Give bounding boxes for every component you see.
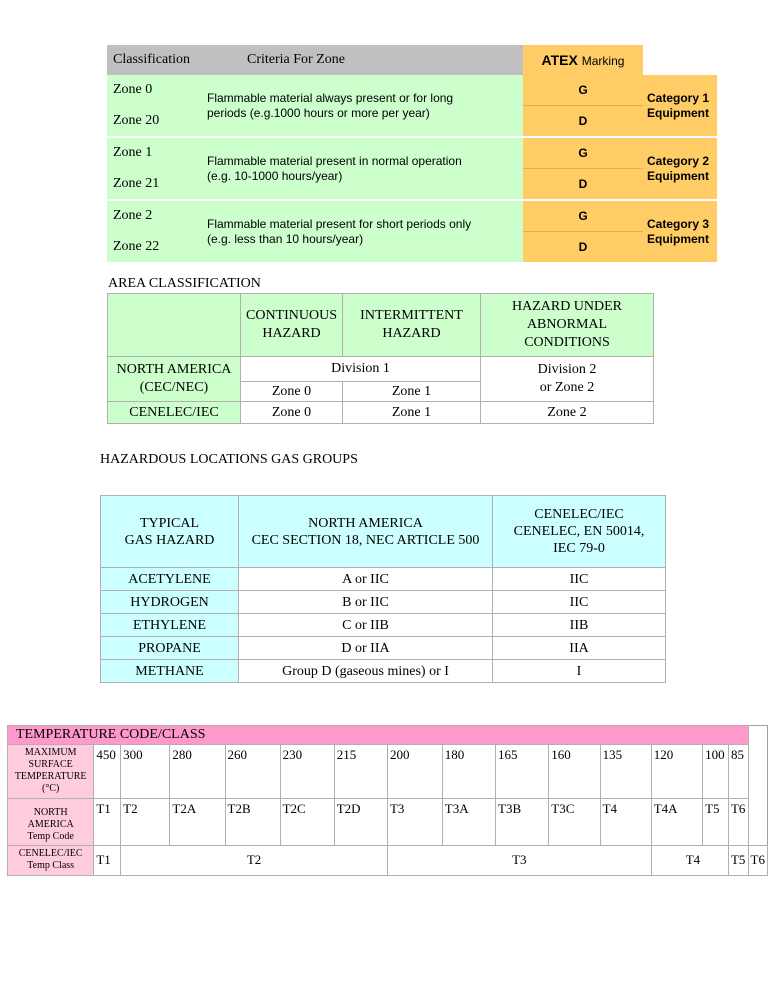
header-north-america: NORTH AMERICA CEC SECTION 18, NEC ARTICLE 500 <box>239 496 493 568</box>
division-2: Division 2 or Zone 2 <box>481 357 654 402</box>
na-zone-0: Zone 0 <box>241 382 343 402</box>
gas-na: D or IIA <box>239 637 493 660</box>
temp-value: 135 <box>600 745 651 799</box>
temp-code: T4 <box>600 799 651 846</box>
temp-value: 180 <box>442 745 495 799</box>
temp-value: 230 <box>280 745 334 799</box>
marking-d: D <box>523 169 643 201</box>
header-atex-marking: ATEX Marking <box>523 45 643 75</box>
row-north-america: NORTH AMERICA (CEC/NEC) <box>108 357 241 402</box>
gas-name: PROPANE <box>101 637 239 660</box>
zone-cell: Zone 22 <box>107 232 207 263</box>
temp-value: 85 <box>728 745 748 799</box>
marking-d: D <box>523 232 643 263</box>
gas-cen: I <box>493 660 666 683</box>
temperature-title: TEMPERATURE CODE/CLASS <box>8 726 749 745</box>
temp-class: T6 <box>748 846 767 876</box>
temp-code: T3C <box>549 799 600 846</box>
temp-value: 260 <box>225 745 280 799</box>
temp-code: T4A <box>651 799 702 846</box>
zone-cell: Zone 1 <box>107 137 207 169</box>
gas-cen: IIA <box>493 637 666 660</box>
temp-value: 280 <box>170 745 225 799</box>
header-typical-gas: TYPICAL GAS HAZARD <box>101 496 239 568</box>
category-cell: Category 2 Equipment <box>643 137 717 200</box>
gas-groups-table <box>100 495 666 683</box>
gas-na: Group D (gaseous mines) or I <box>239 660 493 683</box>
row-cenelec: CENELEC/IEC <box>108 402 241 424</box>
temp-code: T1 <box>94 799 121 846</box>
temp-value: 215 <box>334 745 387 799</box>
marking-d: D <box>523 106 643 138</box>
max-surface-temp-label: MAXIMUM SURFACE TEMPERATURE (°C) <box>8 745 94 799</box>
temp-code: T3B <box>496 799 549 846</box>
division-1: Division 1 <box>241 357 481 382</box>
temp-code: T6 <box>728 799 748 846</box>
temp-value: 450 <box>94 745 121 799</box>
criteria-cell: Flammable material always present or for long periods (e.g.1000 hours or more per year) <box>207 75 523 137</box>
zone-cell: Zone 0 <box>107 75 207 106</box>
cen-zone-0: Zone 0 <box>241 402 343 424</box>
marking-g: G <box>523 137 643 169</box>
temp-code: T2B <box>225 799 280 846</box>
gas-name: ACETYLENE <box>101 568 239 591</box>
cen-zone-2: Zone 2 <box>481 402 654 424</box>
north-america-temp-code-label: NORTH AMERICA Temp Code <box>8 799 94 846</box>
zone-cell: Zone 20 <box>107 106 207 138</box>
gas-cen: IIB <box>493 614 666 637</box>
header-intermittent: INTERMITTENT HAZARD <box>343 294 481 357</box>
temp-class: T5 <box>728 846 748 876</box>
temp-value: 100 <box>703 745 729 799</box>
temp-code: T2A <box>170 799 225 846</box>
temp-code: T3 <box>387 799 442 846</box>
gas-cen: IIC <box>493 568 666 591</box>
temp-class: T4 <box>651 846 728 876</box>
header-cenelec: CENELEC/IEC CENELEC, EN 50014, IEC 79-0 <box>493 496 666 568</box>
gas-na: A or IIC <box>239 568 493 591</box>
area-classification-caption: AREA CLASSIFICATION <box>108 276 261 291</box>
zone-cell: Zone 2 <box>107 200 207 232</box>
temp-code: T5 <box>703 799 729 846</box>
gas-name: HYDROGEN <box>101 591 239 614</box>
header-criteria: Criteria For Zone <box>207 45 523 75</box>
temp-value: 165 <box>496 745 549 799</box>
gas-na: B or IIC <box>239 591 493 614</box>
temp-class: T1 <box>94 846 121 876</box>
cen-zone-1: Zone 1 <box>343 402 481 424</box>
cenelec-temp-class-label: CENELEC/IEC Temp Class <box>8 846 94 876</box>
temp-code: T2C <box>280 799 334 846</box>
marking-g: G <box>523 200 643 232</box>
gas-name: ETHYLENE <box>101 614 239 637</box>
gas-name: METHANE <box>101 660 239 683</box>
header-continuous: CONTINUOUS HAZARD <box>241 294 343 357</box>
temperature-table <box>7 725 768 876</box>
temp-code: T3A <box>442 799 495 846</box>
zone-cell: Zone 21 <box>107 169 207 201</box>
temp-code: T2 <box>121 799 170 846</box>
header-abnormal: HAZARD UNDER ABNORMAL CONDITIONS <box>481 294 654 357</box>
temp-code: T2D <box>334 799 387 846</box>
atex-table <box>107 45 717 262</box>
category-cell: Category 1 Equipment <box>643 75 717 137</box>
area-classification-table <box>107 293 654 424</box>
criteria-cell: Flammable material present in normal operation (e.g. 10-1000 hours/year) <box>207 137 523 200</box>
category-cell: Category 3 Equipment <box>643 200 717 262</box>
temp-class: T2 <box>121 846 388 876</box>
na-zone-1: Zone 1 <box>343 382 481 402</box>
temp-value: 200 <box>387 745 442 799</box>
temp-value: 160 <box>549 745 600 799</box>
temp-value: 120 <box>651 745 702 799</box>
marking-g: G <box>523 75 643 106</box>
header-classification: Classification <box>107 45 207 75</box>
gas-cen: IIC <box>493 591 666 614</box>
temp-class: T3 <box>387 846 651 876</box>
criteria-cell: Flammable material present for short periods only (e.g. less than 10 hours/year) <box>207 200 523 262</box>
gas-na: C or IIB <box>239 614 493 637</box>
gas-groups-caption: HAZARDOUS LOCATIONS GAS GROUPS <box>100 452 358 467</box>
temp-value: 300 <box>121 745 170 799</box>
